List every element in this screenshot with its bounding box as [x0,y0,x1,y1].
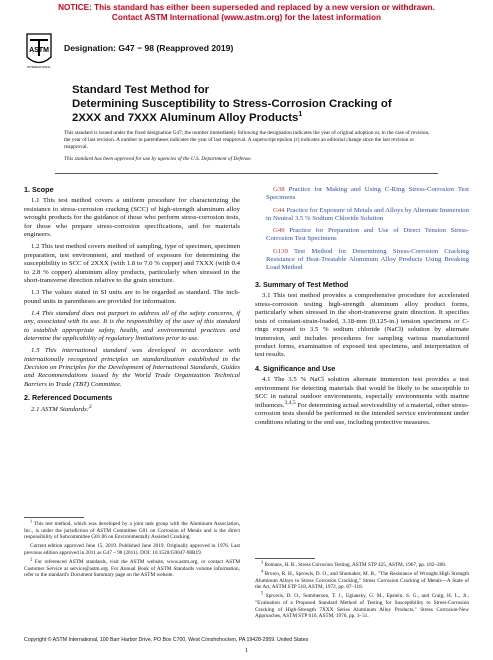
footnote-4-mark: 4 [261,568,264,574]
header-divider [55,173,438,174]
astm-standards-footnote-mark: 2 [88,403,92,410]
footnote-2: For referenced ASTM standards, visit the ASTM website, www.astm.org, or contact ASTM Customer Service at service@astm.org. For Annual Book of ASTM Standards volume information, refer to the standard's Document Summary page on the ASTM website. [24,558,241,579]
notice-line-2: Contact ASTM International (www.astm.org) for the latest information [111,13,382,22]
footnote-5-mark: 5 [261,590,264,596]
reference-link-id[interactable]: G139 [273,247,288,255]
designation: Designation: G47 − 98 (Reapproved 2019) [64,43,234,53]
referenced-2-1 [24,403,240,414]
title-line-2: Determining Susceptibility to Stress-Corrosion Cracking of [72,98,392,110]
standard-title [72,83,452,125]
reference-link-id[interactable]: G44 [273,206,285,214]
reference-link-title[interactable]: Practice for Making and Using C-Ring Stress-Corrosion Test Specimens [266,186,469,202]
footnote-3: Romans, H. B., Stress Corrosion Testing, ASTM STP 425, ASTM, 1967, pp. 182–208. [264,562,447,568]
footnote-1: This test method, which was developed by a joint task group with the Aluminum Association, Inc., is under the jurisdiction of ASTM Committee G01 on Corrosion of Metals and is the direct responsibility of Subcommittee G01.06 on Environmentally Assisted Cracking. [24,521,241,541]
reference-list [255,186,469,273]
significance-4-1 [255,376,469,427]
scope-1-2: 1.2 This test method covers method of sampling, type of specimen, specimen preparation, test environment, and method of exposure for determining the susceptibility to SCC of 2XXX (with 1.8 to 7.0 % copper) and 7XXX (with 0.4 to 2.8 % copper) aluminum alloy products, particularly when stressed in the short-transverse direction relative to the grain structure. [24,243,240,285]
left-footnote-divider [24,517,84,518]
reference-link-title[interactable]: Practice for Preparation and Use of Direct Tension Stress-Corrosion Test Specimens [266,227,470,243]
significance-4-1a: 4.1 The 3.5 % NaCl solution alternate immersion test provides a test environment for detecting materials that would be likely to be susceptible to SCC in natural outdoor environments, especially environments with marine influences. [255,376,469,409]
reference-item [255,207,469,224]
footnote-2-mark: 2 [30,556,33,562]
right-footnote-divider [255,558,315,559]
scope-1-3: 1.3 The values stated in SI units are to be regarded as standard. The inch-pound units in parentheses are provided for information. [24,289,240,305]
significance-heading: 4. Significance and Use [255,363,336,373]
footnote-5: Sprowls, D. O., Summerson, T. J., Ugiansky, G. M., Epstein, S. G., and Craig, H. L., Jr., "Evaluation of a Proposed Standard Method of Testing for Susceptibility to Stress-Corrosion Cracking of High-Strength 7XXX Series Aluminum Alloy Products," Stress Corrosion-New Approaches, ASTM STP 610, ASTM, 1976, pp. 3–31. [255,593,470,620]
notice-line-1: NOTICE: This standard has either been superseded and replaced by a new version or withdrawn. [58,3,435,12]
reference-link-id[interactable]: G49 [273,227,285,234]
reference-link-title[interactable]: Test Method for Determining Stress-Corrosion Cracking Resistance of Heat-Treatable Aluminum Alloy Products Using Breaking Load Method [266,247,469,272]
withdrawal-notice [0,3,493,23]
title-footnote-mark: 1 [298,111,303,119]
reference-item [255,248,469,273]
footnote-1b: Current edition approved June 15, 2019. Published June 2019. Originally approved in 1976. Last previous edition approved in 2011 as G47 – 98 (2011). DOI: 10.1520/G0047-98R19. [24,543,240,556]
svg-text:INTERNATIONAL: INTERNATIONAL [27,65,51,69]
reference-link-id[interactable]: G38 [273,186,285,193]
significance-4-1b: For determining actual serviceability of a material, other stress-corrosion tests should be performed in the intended service environment under conditions relating to the end use, including protective measures. [255,401,469,426]
svg-text:ASTM: ASTM [29,47,49,54]
left-footnotes [24,518,241,581]
referenced-heading: 2. Referenced Documents [24,393,113,403]
footnote-4: Brown, R. H., Sprowls, D. O., and Shumaker, M. B., "The Resistance of Wrought High Strength Aluminum Alloys to Stress Corrosion Cracking," Stress Corrosion Cracking of Metals—A State of the Art, ASTM STP 518, ASTM, 1972, pp. 87–118. [255,570,470,591]
left-column [24,186,240,418]
reference-item [255,227,469,244]
scope-1-1: 1.1 This test method covers a uniform procedure for characterizing the resistance to stress-corrosion cracking (SCC) of high-strength aluminum alloy wrought products for the guidance of those who perform stress-corrosion tests, for those who prepare stress-corrosion specifications, and for materials engineers. [24,197,240,239]
copyright-line: Copyright © ASTM International, 100 Barr Harbor Drive, PO Box C700, West Conshohocken, PA 19428-2959. United States [24,637,309,643]
scope-heading: 1. Scope [24,185,54,194]
right-footnotes [255,559,470,622]
title-line-1: Standard Test Method for [72,84,210,96]
significance-footnote-marks: 3,4,5 [284,399,296,406]
reference-link-title[interactable]: Practice for Exposure of Metals and Alloys by Alternate Immersion in Neutral 3.5 % Sodium Chloride Solution [266,206,469,222]
right-column [255,186,469,431]
summary-heading: 3. Summary of Test Method [255,279,349,289]
astm-standards-label: 2.1 ASTM Standards: [31,405,89,413]
scope-1-4: 1.4 This standard does not purport to address all of the safety concerns, if any, associated with its use. It is the responsibility of the user of this standard to establish appropriate safety, health, and environmental practices and determine the applicability of regulatory limitations prior to use. [24,309,240,343]
scope-1-5: 1.5 This international standard was developed in accordance with internationally recognized principles on standardization established in the Decision on Principles for the Development of International Standards, Guides and Recommendations issued by the World Trade Organization Technical Barriers to Trade (TBT) Committee. [24,347,240,388]
reference-item [255,186,469,203]
footnote-1-mark: 1 [30,518,33,524]
page-number: 1 [244,647,249,654]
approved-note: This standard has been approved for use by agencies of the U.S. Department of Defense. [64,156,252,162]
issued-note: This standard is issued under the fixed designation G47; the number immediately following the designation indicates the year of original adoption or, in the case of revision, the year of last revision. A number in parentheses indicates the year of last reapproval. A superscript epsilon (ε) indicates an editorial change since the last revision or reapproval. [64,130,430,150]
summary-3-1: 3.1 This test method provides a comprehensive procedure for accelerated stress-corrosion testing high-strength aluminum alloy product forms, particularly when stressed in the short-transverse grain direction. It specifies tests of constant-strain-loaded, 3.18-mm (0.125-in.) tension specimens or C-rings exposed to 3.5 % sodium chloride (NaCl) solution by alternate immersion, and includes procedures for sampling various manufactured product forms, examination of exposed test specimens, and interpretation of test results. [255,292,469,359]
title-line-3: 2XXX and 7XXX Aluminum Alloy Products [72,112,299,124]
astm-logo-icon [24,30,54,70]
footnote-3-mark: 3 [261,559,264,565]
